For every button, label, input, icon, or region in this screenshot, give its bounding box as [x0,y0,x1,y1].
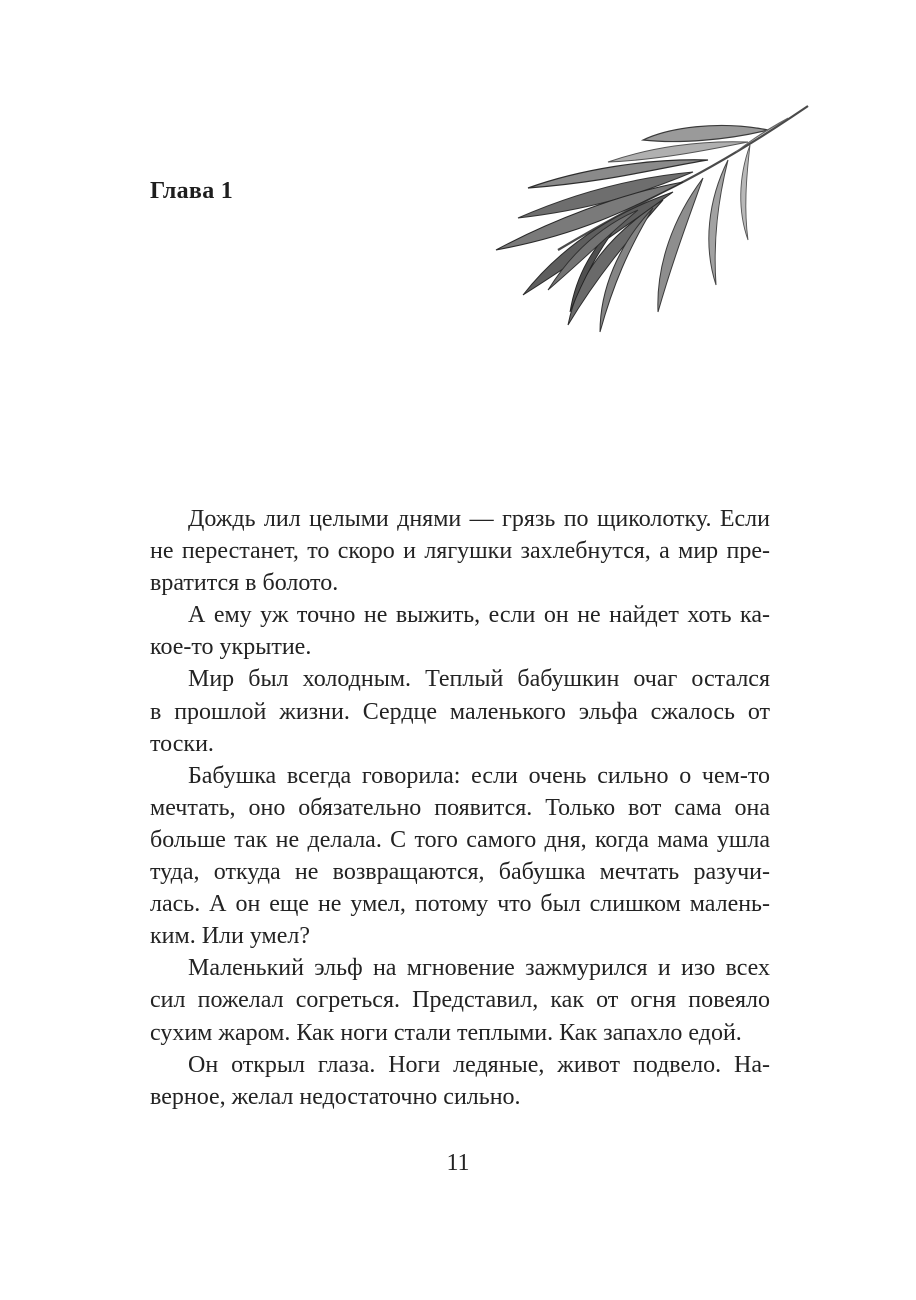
text-line: Мир был холодным. Теплый бабушкин очаг остался [188,666,770,693]
text-line: кое-то укрытие. [150,634,312,661]
paragraph [150,503,770,599]
text-line: вратится в болото. [150,570,339,597]
text-line: сил пожелал согреться. Представил, как от огня повеяло [150,987,770,1014]
chapter-title: Глава 1 [150,178,234,204]
text-line: Он открыл глаза. Ноги ледяные, живот подвело. На- [188,1051,770,1078]
text-line: лась. А он еще не умел, потому что был слишком малень- [150,891,770,918]
paragraph [150,952,770,1048]
text-line: А ему уж точно не выжить, если он не найдет хоть ка- [188,602,770,629]
text-line: тоски. [150,730,214,757]
text-line: мечтать, оно обязательно появится. Только вот сама она [150,794,770,821]
paragraph [150,663,770,759]
text-line: не перестанет, то скоро и лягушки захлебнутся, а мир пре- [150,538,770,565]
text-line: туда, откуда не возвращаются, бабушка мечтать разучи- [150,859,770,886]
paragraph [150,1049,770,1113]
paragraph [150,599,770,663]
text-line: ким. Или умел? [150,923,310,950]
page-number: 11 [446,1150,470,1176]
paragraph [150,760,770,953]
leafy-branch-illustration [488,100,818,345]
text-line: больше так не делала. С того самого дня, когда мама ушла [150,826,770,853]
text-line: верное, желал недостаточно сильно. [150,1083,521,1110]
text-line: сухим жаром. Как ноги стали теплыми. Как запахло едой. [150,1019,742,1046]
text-line: в прошлой жизни. Сердце маленького эльфа сжалось от [150,698,770,725]
text-line: Дождь лил целыми днями — грязь по щиколотку. Если [188,506,770,532]
branch-leaves [496,106,808,332]
body-text [150,503,770,1113]
text-line: Маленький эльф на мгновение зажмурился и изо всех [188,955,770,982]
text-line: Бабушка всегда говорила: если очень сильно о чем-то [188,762,770,789]
